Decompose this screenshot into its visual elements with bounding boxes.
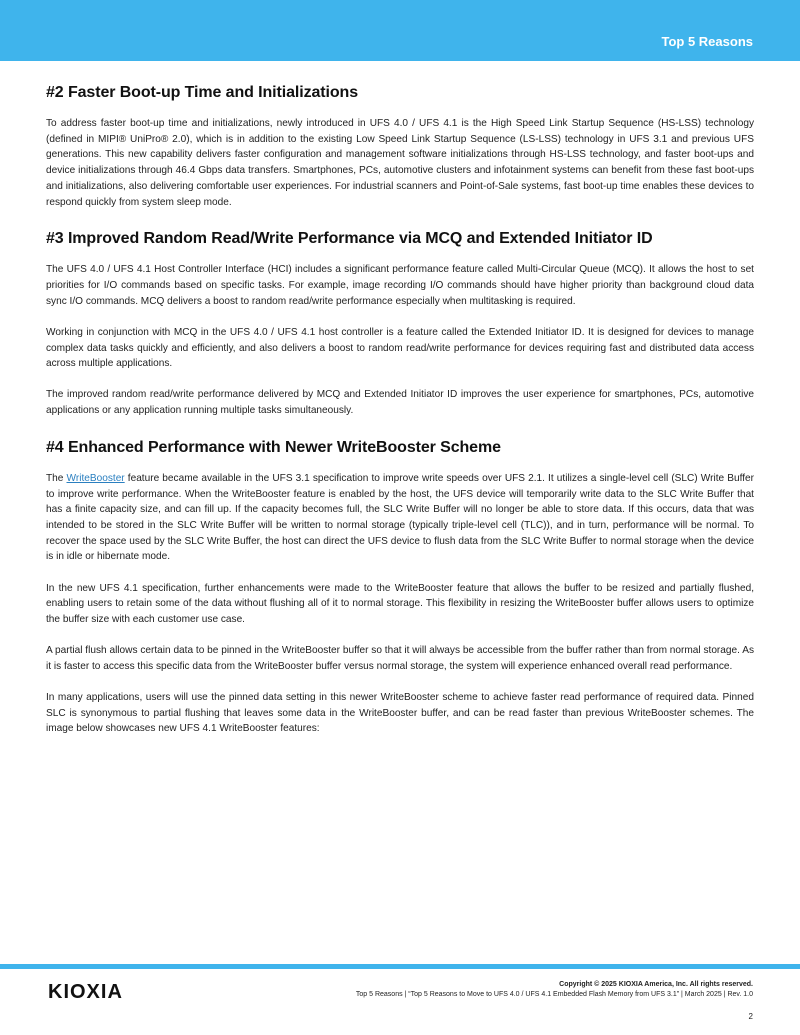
paragraph: In many applications, users will use the pinned data setting in this newer WriteBooster scheme to achieve faster read performance of required data. Pinned SLC is synonymous to partial flushing that leaves some data in the WriteBooster buffer, and can be read faster than previous WriteBooster schemes. The image below showcases new UFS 4.1 WriteBooster features: — [46, 692, 754, 735]
copyright-text: Copyright © 2025 KIOXIA America, Inc. All rights reserved. — [559, 981, 753, 988]
header-band — [0, 0, 800, 61]
page-number: 2 — [748, 1012, 753, 1021]
header-title: Top 5 Reasons — [661, 34, 753, 49]
section-boot-up — [46, 84, 754, 210]
section-writebooster — [46, 439, 754, 737]
intro-text-rest: feature became available in the UFS 3.1 specification to improve write speeds over UFS 2.1. It utilizes a single-level cell (SLC) Write Buffer to improve write performance. When the WriteBooster feature is enabled by the host, the UFS device will temporarily write data to the SLC Write Buffer that has a finite capacity size, and can fill up. If the capacity becomes full, the SLC Write Buffer will no longer be able to store data. If this occurs, data that was intended to be stored in the SLC Write Buffer will be written to normal storage (typically triple-level cell (TLC)), and in turn, performance will be normal. To recover the space used by the SLC Write Buffer, the host can direct the UFS device to flush data from the SLC Write Buffer to normal storage when the device is in idle or hibernate mode. — [46, 472, 755, 563]
document-reference: Top 5 Reasons | “Top 5 Reasons to Move to UFS 4.0 / UFS 4.1 Embedded Flash Memory from UFS 3.1” | March 2025 | Rev. 1.0 — [355, 991, 753, 998]
paragraph — [46, 471, 754, 565]
section-random-rw — [46, 230, 754, 419]
paragraph: A partial flush allows certain data to be pinned in the WriteBooster buffer so that it will always be accessible from the buffer rather than from normal storage. As it is faster to access this specific data from the WriteBooster buffer versus normal storage, the system will experience enhanced overall read performance. — [46, 645, 754, 672]
section-heading: #3 Improved Random Read/Write Performance via MCQ and Extended Initiator ID — [46, 230, 653, 248]
writebooster-link[interactable]: WriteBooster — [66, 472, 125, 484]
section-heading: #2 Faster Boot-up Time and Initializations — [46, 84, 358, 101]
document-body — [46, 84, 754, 753]
section-heading: #4 Enhanced Performance with Newer WriteBooster Scheme — [46, 438, 501, 456]
paragraph: Working in conjunction with MCQ in the UFS 4.0 / UFS 4.1 host controller is a feature called the Extended Initiator ID. It is designed for devices to manage complex data tasks quickly and efficiently, and also delivers a boost to random read/write performance for devices requiring fast and distributed data access across multiple applications. — [46, 326, 754, 370]
paragraph: In the new UFS 4.1 specification, further enhancements were made to the WriteBooster feature that allows the buffer to be resized and partially flushed, enabling users to retain some of the data without flushing all of it to normal storage. This flexibility in resizing the WriteBooster buffer allows users to optimize the buffer size with each customer use case. — [46, 582, 754, 625]
footer-band — [0, 964, 800, 969]
paragraph: The improved random read/write performance delivered by MCQ and Extended Initiator ID improves the user experience for smartphones, PCs, automotive applications or any application running multiple tasks simultaneously. — [46, 389, 754, 417]
paragraph: The UFS 4.0 / UFS 4.1 Host Controller Interface (HCI) includes a significant performance feature called Multi-Circular Queue (MCQ). It allows the host to set priorities for I/O commands based on specific tasks. For example, image recording I/O commands should have higher priority than background cloud data sync I/O commands. MCQ delivers a boost to random read/write performance especially when multitasking is required. — [46, 264, 754, 307]
paragraph: To address faster boot-up time and initializations, newly introduced in UFS 4.0 / UFS 4.1 is the High Speed Link Startup Sequence (HS-LSS) technology (defined in MIPI® UniPro® 2.0), which is in addition to the existing Low Speed Link Startup Sequence (LS-LSS) technology in UFS 3.1 and previous UFS generations. This new capability delivers faster configuration and management software initializations through HS-LSS technology, and faster boot-ups and device initializations through 46.4 Gbps data transfers. Smartphones, PCs, automotive clusters and infotainment systems can benefit from these fast boot-ups and initializations, also delivering comfortable user experiences. For industrial scanners and Point-of-Sale systems, fast boot-up time enables these devices to respond quickly from system sleep mode. — [46, 118, 754, 208]
kioxia-logo: KIOXIA — [48, 981, 123, 1003]
intro-text-start: The — [46, 472, 67, 484]
